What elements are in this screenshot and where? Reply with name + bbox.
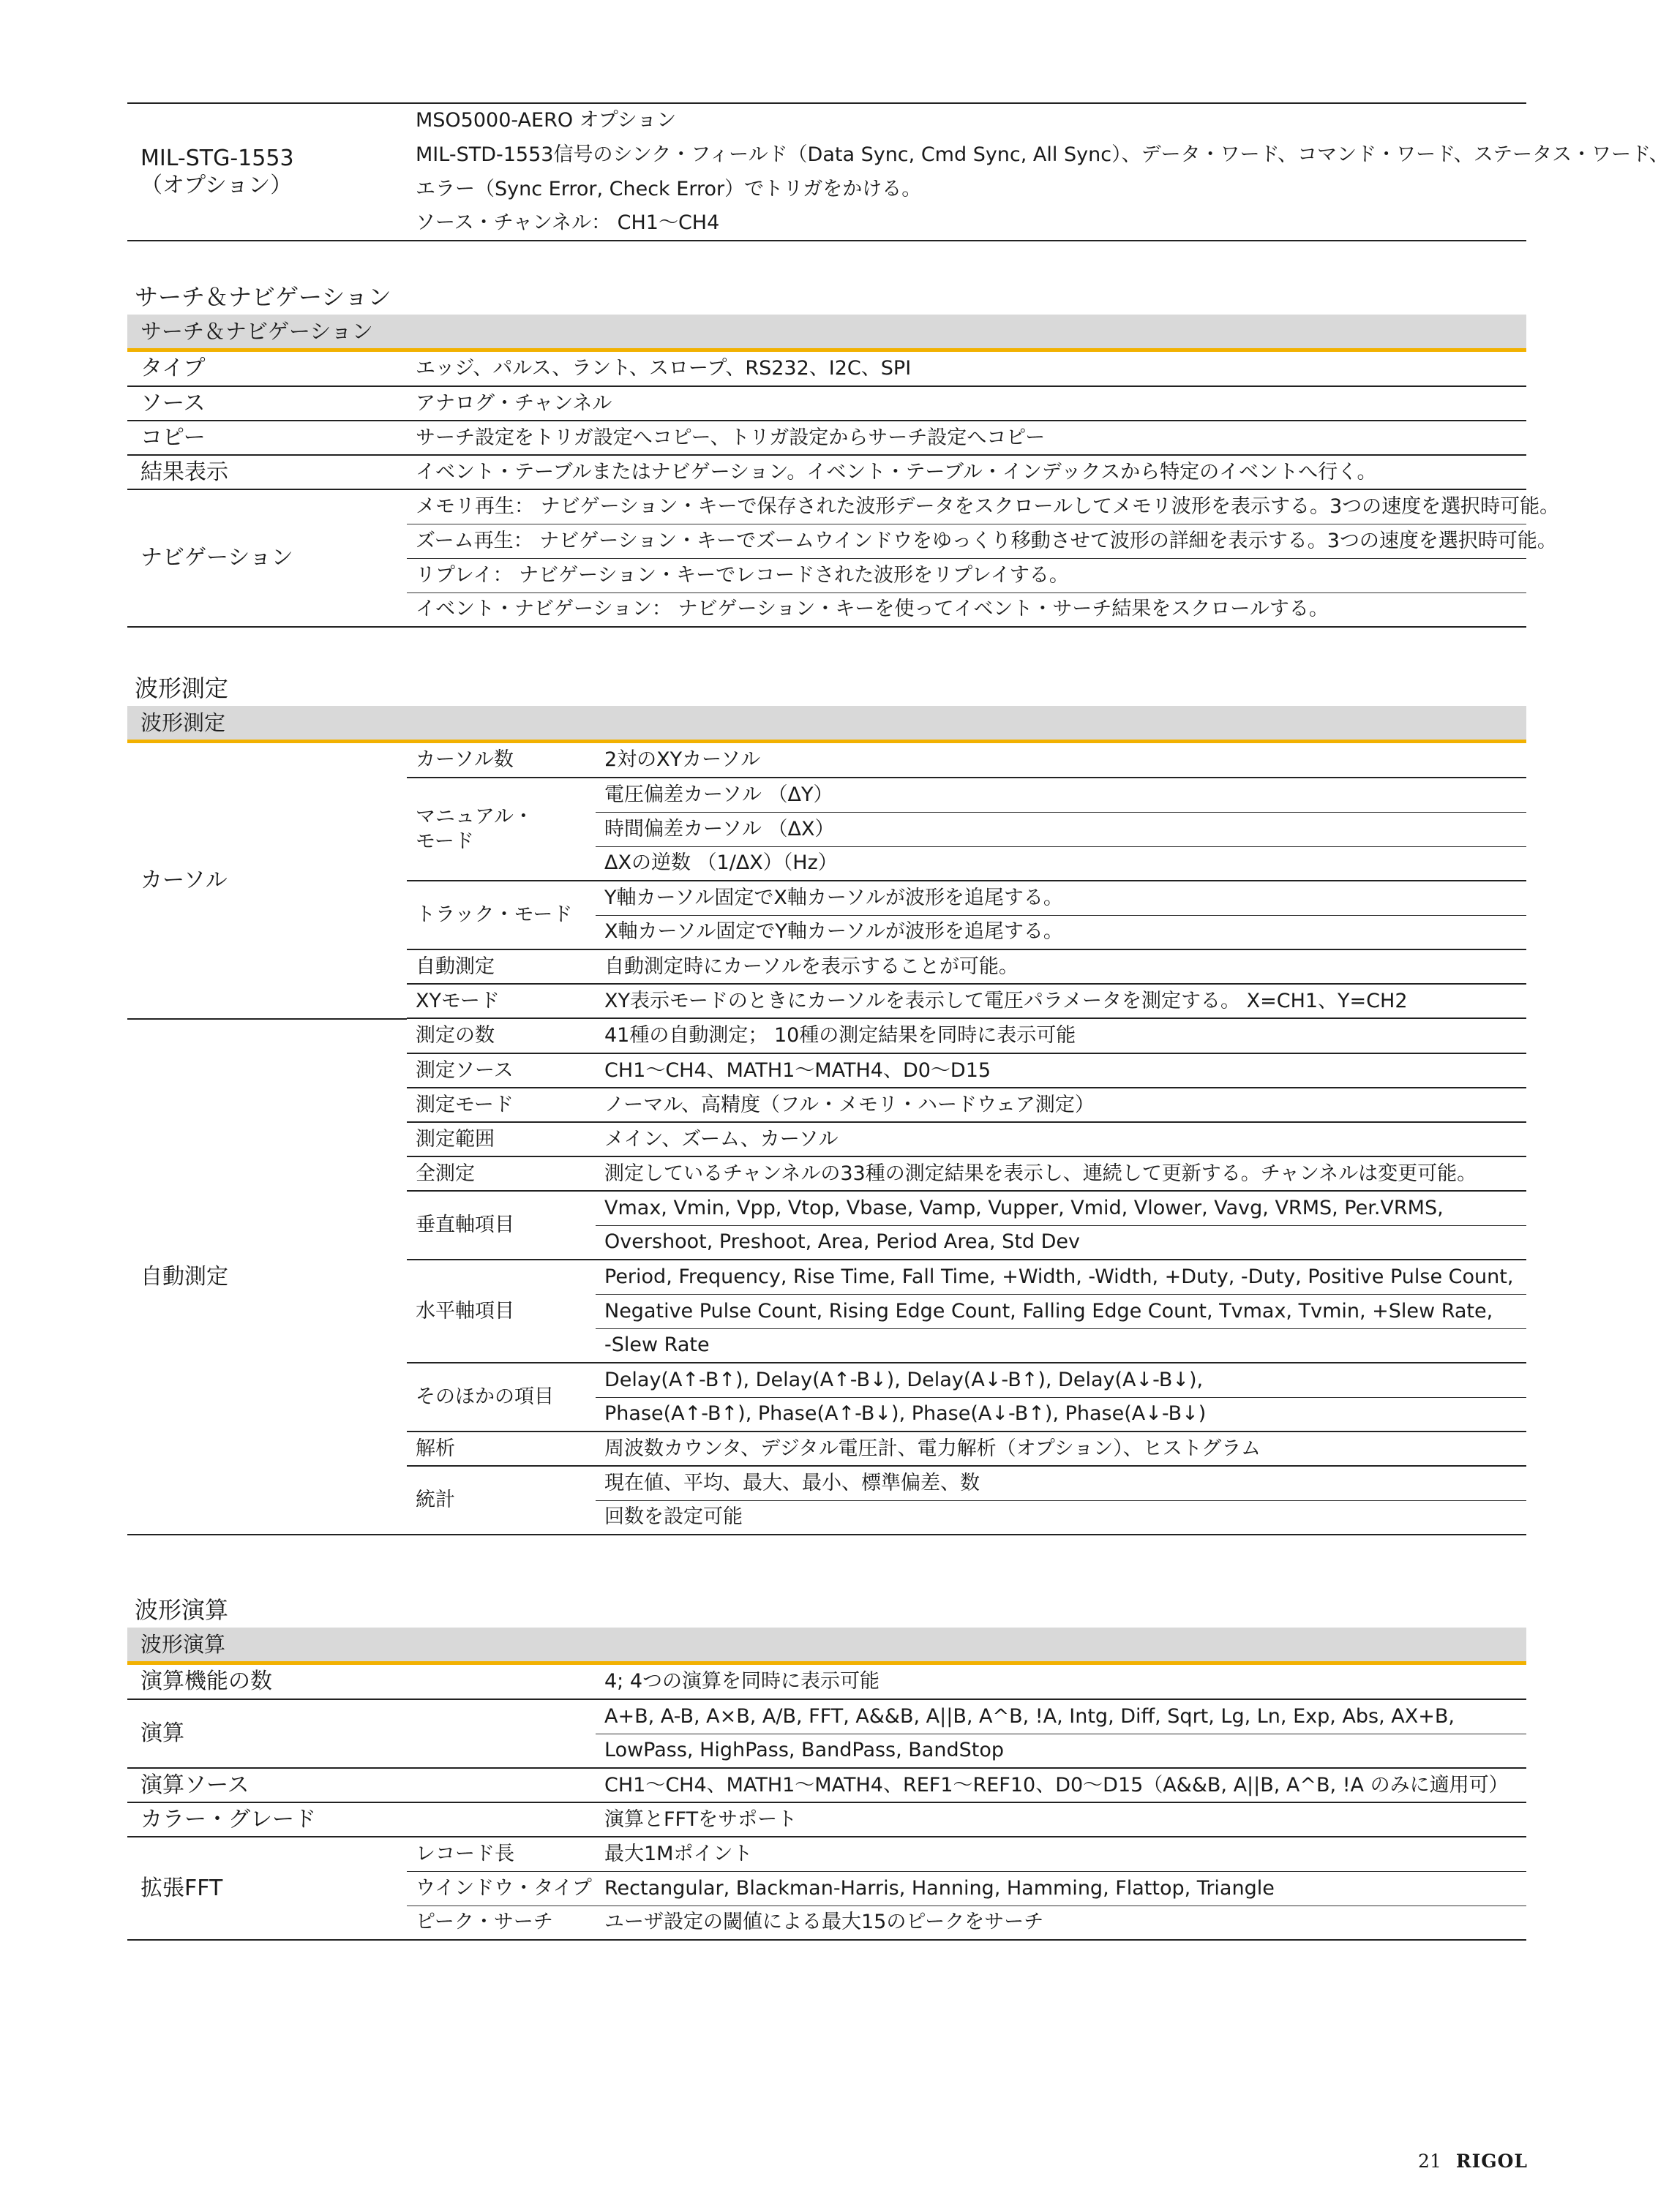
sub-value: 電圧偏差カーソル （ΔY） — [596, 778, 1526, 812]
math-table — [127, 1665, 1526, 1941]
sub-key: 垂直軸項目 — [407, 1191, 596, 1260]
nav-line: メモリ再生： ナビゲーション・キーで保存された波形データをスクロールしてメモリ波形を表示する。3つの速度を選択時可能。 — [416, 494, 1560, 518]
row-value: サーチ設定をトリガ設定へコピー、トリガ設定からサーチ設定へコピー — [416, 426, 1046, 449]
sub-value: Phase(A↑-B↑), Phase(A↑-B↓), Phase(A↓-B↑), Phase(A↓-B↓) — [596, 1397, 1526, 1432]
section-header: 波形測定 — [127, 706, 1526, 743]
sub-key: 全測定 — [407, 1156, 596, 1191]
sub-value: Negative Pulse Count, Rising Edge Count, Falling Edge Count, Tvmax, Tvmin, +Slew Rate, — [596, 1294, 1526, 1328]
section-title: 波形測定 — [135, 674, 229, 702]
search-table — [127, 352, 1560, 628]
section-header: 波形演算 — [127, 1628, 1526, 1665]
cursor-key: カーソル — [127, 743, 407, 1019]
sub-value: 41種の自動測定； 10種の測定結果を同時に表示可能 — [596, 1019, 1526, 1053]
mil-std-line: エラー（Sync Error, Check Error）でトリガをかける。 — [416, 177, 922, 200]
sub-value: X軸カーソル固定でY軸カーソルが波形を追尾する。 — [596, 915, 1526, 949]
sub-value: 測定しているチャンネルの33種の測定結果を表示し、連続して更新する。チャンネルは変更可能。 — [596, 1156, 1526, 1191]
sub-key: XYモード — [407, 984, 596, 1018]
sub-value: 回数を設定可能 — [596, 1500, 1526, 1535]
sub-value: -Slew Rate — [596, 1328, 1526, 1363]
sub-value: Period, Frequency, Rise Time, Fall Time, +Width, -Width, +Duty, -Duty, Positive Pulse Count, — [596, 1260, 1526, 1294]
row-value: 演算とFFTをサポート — [604, 1807, 798, 1831]
search-section — [127, 279, 1560, 628]
sub-key: 測定の数 — [407, 1019, 596, 1053]
row-key: 演算ソース — [140, 1772, 250, 1798]
row-key: 演算機能の数 — [140, 1669, 272, 1695]
row-key: 結果表示 — [140, 459, 228, 485]
sub-key: レコード長 — [407, 1837, 596, 1871]
sub-value: Vmax, Vmin, Vpp, Vtop, Vbase, Vamp, Vupper, Vmid, Vlower, Vavg, VRMS, Per.VRMS, — [596, 1191, 1526, 1225]
sub-value: 2対のXYカーソル — [596, 743, 1526, 778]
row-value: アナログ・チャンネル — [416, 391, 612, 415]
sub-value: 周波数カウンタ、デジタル電圧計、電力解析（オプション）、ヒストグラム — [596, 1432, 1526, 1466]
sub-value: CH1～CH4、MATH1～MATH4、D0～D15 — [596, 1053, 1526, 1088]
row-key: ソース — [140, 390, 206, 416]
mil-std-line: ソース・チャンネル： CH1～CH4 — [416, 211, 720, 235]
section-header: サーチ＆ナビゲーション — [127, 315, 1526, 352]
sub-key: トラック・モード — [407, 881, 596, 949]
sub-key: 測定ソース — [407, 1053, 596, 1088]
row-key: タイプ — [140, 356, 206, 382]
measure-table — [127, 743, 1526, 1535]
sub-value: Overshoot, Preshoot, Area, Period Area, Std Dev — [596, 1225, 1526, 1260]
sub-key: 解析 — [407, 1432, 596, 1466]
sub-value: 最大1Mポイント — [596, 1837, 1526, 1871]
sub-key: 統計 — [407, 1466, 596, 1535]
nav-line: イベント・ナビゲーション： ナビゲーション・キーを使ってイベント・サーチ結果をスクロールする。 — [416, 598, 1329, 621]
sub-key: そのほかの項目 — [407, 1363, 596, 1432]
sub-value: Y軸カーソル固定でX軸カーソルが波形を追尾する。 — [596, 881, 1526, 915]
mil-std-table — [127, 102, 1669, 241]
sub-key: ウインドウ・タイプ — [407, 1871, 596, 1906]
nav-line: ズーム再生： ナビゲーション・キーでズームウインドウをゆっくり移動させて波形の詳細を表示する。3つの速度を選択時可能。 — [416, 529, 1557, 552]
sub-key: ピーク・サーチ — [407, 1906, 596, 1940]
sub-key: 自動測定 — [407, 949, 596, 984]
row-key: カラー・グレード — [140, 1806, 316, 1832]
row-value: イベント・テーブルまたはナビゲーション。イベント・テーブル・インデックスから特定のイベントへ行く。 — [416, 460, 1377, 484]
navigation-key: ナビゲーション — [127, 489, 407, 627]
sub-key: 測定範囲 — [407, 1122, 596, 1156]
page-footer — [1418, 2151, 1528, 2172]
auto-measure-key: 自動測定 — [127, 1019, 407, 1535]
mil-std-line: MIL-STD-1553信号のシンク・フィールド（Data Sync, Cmd Sync, All Sync）、データ・ワード、コマンド・ワード、ステータス・ワード、 — [416, 143, 1669, 166]
sub-value: ΔXの逆数 （1/ΔX）（Hz） — [596, 846, 1526, 881]
row-value: 4; 4つの演算を同時に表示可能 — [604, 1670, 880, 1693]
row-value: LowPass, HighPass, BandPass, BandStop — [596, 1734, 1526, 1768]
section-title: サーチ＆ナビゲーション — [135, 283, 391, 311]
sub-key-manual: マニュアル・ モード — [407, 778, 596, 881]
row-value: エッジ、パルス、ラント、スロープ、RS232、I2C、SPI — [416, 357, 912, 380]
sub-value: ユーザ設定の閾値による最大15のピークをサーチ — [596, 1906, 1526, 1940]
sub-value: メイン、ズーム、カーソル — [596, 1122, 1526, 1156]
page-number: 21 — [1418, 2151, 1441, 2172]
row-key: 演算 — [127, 1699, 596, 1768]
fft-key: 拡張FFT — [127, 1837, 407, 1940]
sub-key: 水平軸項目 — [407, 1260, 596, 1363]
sub-value: Delay(A↑-B↑), Delay(A↑-B↓), Delay(A↓-B↑), Delay(A↓-B↓), — [596, 1363, 1526, 1397]
brand-logo: RIGOL — [1455, 2151, 1528, 2172]
sub-value: 現在値、平均、最大、最小、標準偏差、数 — [596, 1466, 1526, 1500]
math-section — [127, 1592, 1526, 1941]
section-title: 波形演算 — [135, 1596, 229, 1624]
sub-value: Rectangular, Blackman-Harris, Hanning, Hamming, Flattop, Triangle — [596, 1871, 1526, 1906]
sub-key: カーソル数 — [407, 743, 596, 778]
sub-value: 自動測定時にカーソルを表示することが可能。 — [596, 949, 1526, 984]
mil-std-line: MSO5000-AERO オプション — [416, 109, 677, 132]
sub-key: 測定モード — [407, 1088, 596, 1122]
sub-value: XY表示モードのときにカーソルを表示して電圧パラメータを測定する。 X=CH1、Y=CH2 — [596, 984, 1526, 1018]
sub-value: 時間偏差カーソル （ΔX） — [596, 812, 1526, 846]
mil-std-key: MIL-STG-1553 （オプション） — [127, 103, 407, 241]
row-value: A+B, A-B, A×B, A/B, FFT, A&&B, A||B, A^B, !A, Intg, Diff, Sqrt, Lg, Ln, Exp, Abs, AX+B, — [596, 1699, 1526, 1734]
row-value: CH1～CH4、MATH1～MATH4、REF1～REF10、D0～D15（A&&B, A||B, A^B, !A のみに適用可） — [604, 1773, 1509, 1797]
nav-line: リプレイ： ナビゲーション・キーでレコードされた波形をリプレイする。 — [416, 563, 1069, 587]
measure-section — [127, 671, 1526, 1535]
row-key: コピー — [140, 424, 206, 451]
sub-value: ノーマル、高精度（フル・メモリ・ハードウェア測定） — [596, 1088, 1526, 1122]
